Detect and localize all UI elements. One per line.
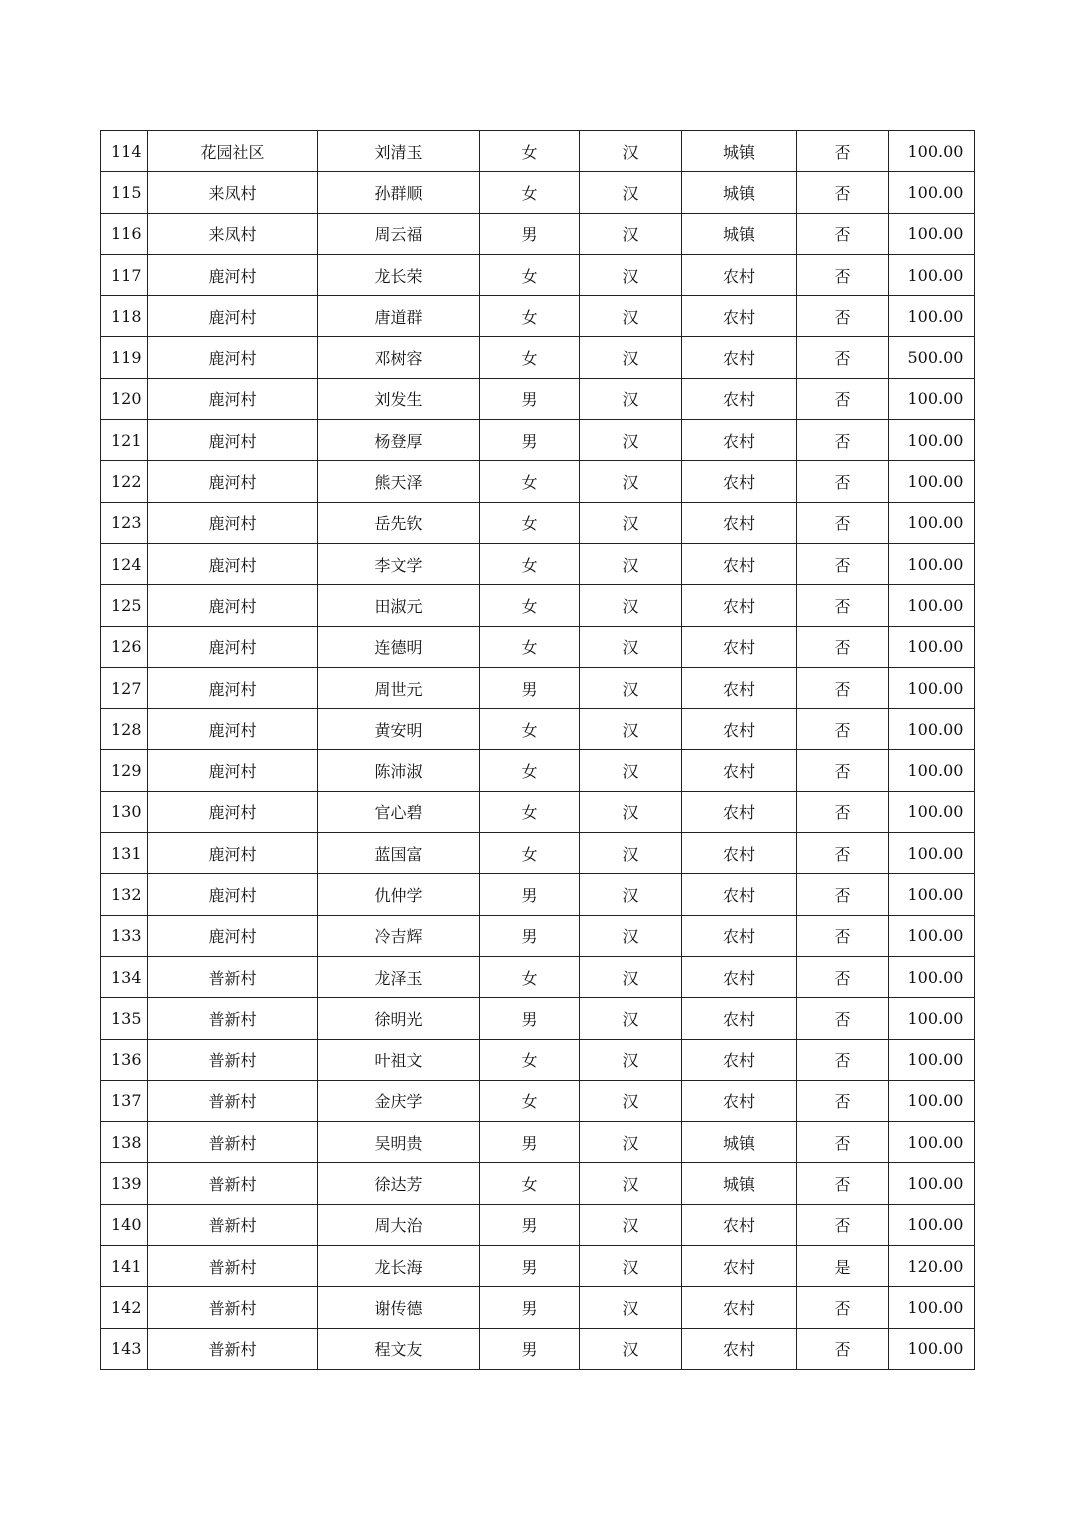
yes-no-cell: 否 (797, 1039, 889, 1080)
amount-cell: 100.00 (889, 254, 975, 295)
person-name-cell: 蓝国富 (318, 833, 480, 874)
person-name-cell: 龙泽玉 (318, 956, 480, 997)
amount-cell: 100.00 (889, 626, 975, 667)
table-row (101, 1122, 975, 1163)
row-number-cell: 120 (101, 378, 148, 419)
amount-cell: 100.00 (889, 956, 975, 997)
ethnicity-cell: 汉 (580, 585, 682, 626)
table-row (101, 254, 975, 295)
yes-no-cell: 否 (797, 585, 889, 626)
residence-type-cell: 农村 (682, 1039, 797, 1080)
table-row (101, 1328, 975, 1369)
residence-type-cell: 农村 (682, 543, 797, 584)
residence-type-cell: 农村 (682, 1080, 797, 1121)
ethnicity-cell: 汉 (580, 420, 682, 461)
person-name-cell: 龙长海 (318, 1246, 480, 1287)
person-name-cell: 刘清玉 (318, 131, 480, 172)
gender-cell: 女 (480, 1080, 580, 1121)
ethnicity-cell: 汉 (580, 915, 682, 956)
amount-cell: 100.00 (889, 1204, 975, 1245)
residence-type-cell: 城镇 (682, 172, 797, 213)
ethnicity-cell: 汉 (580, 461, 682, 502)
ethnicity-cell: 汉 (580, 502, 682, 543)
yes-no-cell: 否 (797, 1080, 889, 1121)
ethnicity-cell: 汉 (580, 378, 682, 419)
row-number-cell: 136 (101, 1039, 148, 1080)
table-row (101, 998, 975, 1039)
amount-cell: 100.00 (889, 1328, 975, 1369)
yes-no-cell: 否 (797, 543, 889, 584)
row-number-cell: 132 (101, 874, 148, 915)
village-cell: 普新村 (148, 1204, 318, 1245)
amount-cell: 100.00 (889, 296, 975, 337)
village-cell: 普新村 (148, 1080, 318, 1121)
village-cell: 鹿河村 (148, 874, 318, 915)
village-cell: 鹿河村 (148, 461, 318, 502)
ethnicity-cell: 汉 (580, 296, 682, 337)
amount-cell: 100.00 (889, 1080, 975, 1121)
gender-cell: 男 (480, 1204, 580, 1245)
record-table (100, 130, 975, 1370)
residence-type-cell: 农村 (682, 337, 797, 378)
residence-type-cell: 农村 (682, 585, 797, 626)
person-name-cell: 周世元 (318, 667, 480, 708)
row-number-cell: 127 (101, 667, 148, 708)
gender-cell: 男 (480, 378, 580, 419)
ethnicity-cell: 汉 (580, 1163, 682, 1204)
ethnicity-cell: 汉 (580, 791, 682, 832)
gender-cell: 女 (480, 1039, 580, 1080)
yes-no-cell: 否 (797, 833, 889, 874)
residence-type-cell: 城镇 (682, 213, 797, 254)
yes-no-cell: 否 (797, 915, 889, 956)
ethnicity-cell: 汉 (580, 131, 682, 172)
ethnicity-cell: 汉 (580, 626, 682, 667)
village-cell: 花园社区 (148, 131, 318, 172)
amount-cell: 100.00 (889, 833, 975, 874)
yes-no-cell: 否 (797, 461, 889, 502)
row-number-cell: 142 (101, 1287, 148, 1328)
residence-type-cell: 农村 (682, 667, 797, 708)
table-row (101, 1246, 975, 1287)
residence-type-cell: 农村 (682, 709, 797, 750)
residence-type-cell: 农村 (682, 296, 797, 337)
person-name-cell: 金庆学 (318, 1080, 480, 1121)
yes-no-cell: 否 (797, 172, 889, 213)
residence-type-cell: 农村 (682, 833, 797, 874)
amount-cell: 100.00 (889, 461, 975, 502)
amount-cell: 100.00 (889, 1039, 975, 1080)
table-row (101, 585, 975, 626)
amount-cell: 120.00 (889, 1246, 975, 1287)
record-table-body (101, 131, 975, 1370)
table-row (101, 626, 975, 667)
village-cell: 鹿河村 (148, 626, 318, 667)
village-cell: 鹿河村 (148, 833, 318, 874)
gender-cell: 女 (480, 791, 580, 832)
residence-type-cell: 农村 (682, 378, 797, 419)
person-name-cell: 谢传德 (318, 1287, 480, 1328)
amount-cell: 100.00 (889, 709, 975, 750)
village-cell: 普新村 (148, 1328, 318, 1369)
village-cell: 鹿河村 (148, 709, 318, 750)
person-name-cell: 李文学 (318, 543, 480, 584)
yes-no-cell: 否 (797, 1204, 889, 1245)
table-row (101, 131, 975, 172)
residence-type-cell: 农村 (682, 461, 797, 502)
amount-cell: 100.00 (889, 667, 975, 708)
person-name-cell: 程文友 (318, 1328, 480, 1369)
residence-type-cell: 农村 (682, 915, 797, 956)
table-row (101, 1039, 975, 1080)
table-row (101, 420, 975, 461)
row-number-cell: 137 (101, 1080, 148, 1121)
row-number-cell: 116 (101, 213, 148, 254)
yes-no-cell: 否 (797, 709, 889, 750)
row-number-cell: 126 (101, 626, 148, 667)
gender-cell: 女 (480, 626, 580, 667)
person-name-cell: 叶祖文 (318, 1039, 480, 1080)
person-name-cell: 岳先钦 (318, 502, 480, 543)
table-row (101, 1287, 975, 1328)
ethnicity-cell: 汉 (580, 337, 682, 378)
amount-cell: 100.00 (889, 131, 975, 172)
table-row (101, 502, 975, 543)
table-row (101, 915, 975, 956)
yes-no-cell: 否 (797, 1163, 889, 1204)
row-number-cell: 141 (101, 1246, 148, 1287)
residence-type-cell: 农村 (682, 502, 797, 543)
ethnicity-cell: 汉 (580, 1039, 682, 1080)
row-number-cell: 124 (101, 543, 148, 584)
village-cell: 普新村 (148, 956, 318, 997)
table-row (101, 543, 975, 584)
yes-no-cell: 否 (797, 131, 889, 172)
village-cell: 来凤村 (148, 172, 318, 213)
residence-type-cell: 农村 (682, 791, 797, 832)
ethnicity-cell: 汉 (580, 1122, 682, 1163)
yes-no-cell: 否 (797, 502, 889, 543)
row-number-cell: 121 (101, 420, 148, 461)
person-name-cell: 官心碧 (318, 791, 480, 832)
gender-cell: 女 (480, 296, 580, 337)
gender-cell: 女 (480, 709, 580, 750)
ethnicity-cell: 汉 (580, 1246, 682, 1287)
village-cell: 鹿河村 (148, 750, 318, 791)
amount-cell: 100.00 (889, 420, 975, 461)
gender-cell: 男 (480, 998, 580, 1039)
village-cell: 鹿河村 (148, 378, 318, 419)
row-number-cell: 122 (101, 461, 148, 502)
gender-cell: 女 (480, 131, 580, 172)
village-cell: 鹿河村 (148, 420, 318, 461)
village-cell: 普新村 (148, 1246, 318, 1287)
amount-cell: 100.00 (889, 378, 975, 419)
table-row (101, 1204, 975, 1245)
person-name-cell: 熊天泽 (318, 461, 480, 502)
gender-cell: 男 (480, 1328, 580, 1369)
person-name-cell: 冷吉辉 (318, 915, 480, 956)
person-name-cell: 黄安明 (318, 709, 480, 750)
gender-cell: 女 (480, 956, 580, 997)
row-number-cell: 118 (101, 296, 148, 337)
residence-type-cell: 农村 (682, 254, 797, 295)
village-cell: 普新村 (148, 1039, 318, 1080)
village-cell: 普新村 (148, 1287, 318, 1328)
village-cell: 普新村 (148, 998, 318, 1039)
gender-cell: 男 (480, 213, 580, 254)
residence-type-cell: 农村 (682, 874, 797, 915)
yes-no-cell: 否 (797, 337, 889, 378)
amount-cell: 100.00 (889, 502, 975, 543)
residence-type-cell: 农村 (682, 1328, 797, 1369)
row-number-cell: 117 (101, 254, 148, 295)
person-name-cell: 周大治 (318, 1204, 480, 1245)
table-row (101, 337, 975, 378)
row-number-cell: 140 (101, 1204, 148, 1245)
row-number-cell: 123 (101, 502, 148, 543)
ethnicity-cell: 汉 (580, 1080, 682, 1121)
table-row (101, 956, 975, 997)
village-cell: 鹿河村 (148, 337, 318, 378)
yes-no-cell: 否 (797, 378, 889, 419)
row-number-cell: 128 (101, 709, 148, 750)
table-row (101, 296, 975, 337)
amount-cell: 100.00 (889, 213, 975, 254)
gender-cell: 女 (480, 337, 580, 378)
residence-type-cell: 农村 (682, 626, 797, 667)
village-cell: 鹿河村 (148, 296, 318, 337)
table-row (101, 1080, 975, 1121)
person-name-cell: 连德明 (318, 626, 480, 667)
ethnicity-cell: 汉 (580, 1287, 682, 1328)
amount-cell: 100.00 (889, 543, 975, 584)
amount-cell: 100.00 (889, 750, 975, 791)
row-number-cell: 133 (101, 915, 148, 956)
ethnicity-cell: 汉 (580, 833, 682, 874)
gender-cell: 男 (480, 1246, 580, 1287)
residence-type-cell: 城镇 (682, 131, 797, 172)
gender-cell: 男 (480, 1287, 580, 1328)
yes-no-cell: 否 (797, 254, 889, 295)
gender-cell: 女 (480, 585, 580, 626)
gender-cell: 女 (480, 172, 580, 213)
ethnicity-cell: 汉 (580, 750, 682, 791)
gender-cell: 女 (480, 1163, 580, 1204)
amount-cell: 100.00 (889, 1287, 975, 1328)
ethnicity-cell: 汉 (580, 1204, 682, 1245)
village-cell: 鹿河村 (148, 543, 318, 584)
village-cell: 鹿河村 (148, 502, 318, 543)
gender-cell: 男 (480, 874, 580, 915)
gender-cell: 女 (480, 254, 580, 295)
ethnicity-cell: 汉 (580, 956, 682, 997)
person-name-cell: 徐明光 (318, 998, 480, 1039)
table-row (101, 378, 975, 419)
person-name-cell: 刘发生 (318, 378, 480, 419)
ethnicity-cell: 汉 (580, 667, 682, 708)
village-cell: 鹿河村 (148, 915, 318, 956)
residence-type-cell: 农村 (682, 1287, 797, 1328)
village-cell: 来凤村 (148, 213, 318, 254)
amount-cell: 500.00 (889, 337, 975, 378)
table-row (101, 172, 975, 213)
village-cell: 普新村 (148, 1122, 318, 1163)
row-number-cell: 119 (101, 337, 148, 378)
residence-type-cell: 农村 (682, 1246, 797, 1287)
village-cell: 鹿河村 (148, 667, 318, 708)
yes-no-cell: 否 (797, 998, 889, 1039)
residence-type-cell: 农村 (682, 1204, 797, 1245)
row-number-cell: 135 (101, 998, 148, 1039)
ethnicity-cell: 汉 (580, 709, 682, 750)
amount-cell: 100.00 (889, 874, 975, 915)
row-number-cell: 139 (101, 1163, 148, 1204)
gender-cell: 女 (480, 543, 580, 584)
amount-cell: 100.00 (889, 1122, 975, 1163)
row-number-cell: 125 (101, 585, 148, 626)
table-row (101, 667, 975, 708)
yes-no-cell: 否 (797, 1328, 889, 1369)
residence-type-cell: 城镇 (682, 1163, 797, 1204)
ethnicity-cell: 汉 (580, 1328, 682, 1369)
ethnicity-cell: 汉 (580, 172, 682, 213)
row-number-cell: 131 (101, 833, 148, 874)
row-number-cell: 129 (101, 750, 148, 791)
table-row (101, 750, 975, 791)
person-name-cell: 孙群顺 (318, 172, 480, 213)
table-row (101, 709, 975, 750)
gender-cell: 男 (480, 420, 580, 461)
person-name-cell: 龙长荣 (318, 254, 480, 295)
row-number-cell: 134 (101, 956, 148, 997)
gender-cell: 男 (480, 1122, 580, 1163)
table-row (101, 1163, 975, 1204)
yes-no-cell: 否 (797, 750, 889, 791)
residence-type-cell: 城镇 (682, 1122, 797, 1163)
row-number-cell: 114 (101, 131, 148, 172)
person-name-cell: 周云福 (318, 213, 480, 254)
amount-cell: 100.00 (889, 172, 975, 213)
ethnicity-cell: 汉 (580, 254, 682, 295)
village-cell: 鹿河村 (148, 791, 318, 832)
village-cell: 鹿河村 (148, 585, 318, 626)
residence-type-cell: 农村 (682, 998, 797, 1039)
yes-no-cell: 否 (797, 213, 889, 254)
person-name-cell: 田淑元 (318, 585, 480, 626)
ethnicity-cell: 汉 (580, 998, 682, 1039)
row-number-cell: 130 (101, 791, 148, 832)
amount-cell: 100.00 (889, 791, 975, 832)
residence-type-cell: 农村 (682, 750, 797, 791)
amount-cell: 100.00 (889, 1163, 975, 1204)
gender-cell: 女 (480, 502, 580, 543)
yes-no-cell: 否 (797, 1287, 889, 1328)
table-row (101, 461, 975, 502)
table-row (101, 791, 975, 832)
village-cell: 普新村 (148, 1163, 318, 1204)
yes-no-cell: 否 (797, 1122, 889, 1163)
gender-cell: 女 (480, 750, 580, 791)
ethnicity-cell: 汉 (580, 543, 682, 584)
row-number-cell: 138 (101, 1122, 148, 1163)
person-name-cell: 徐达芳 (318, 1163, 480, 1204)
gender-cell: 男 (480, 915, 580, 956)
residence-type-cell: 农村 (682, 956, 797, 997)
row-number-cell: 115 (101, 172, 148, 213)
village-cell: 鹿河村 (148, 254, 318, 295)
amount-cell: 100.00 (889, 915, 975, 956)
amount-cell: 100.00 (889, 585, 975, 626)
yes-no-cell: 否 (797, 296, 889, 337)
yes-no-cell: 否 (797, 956, 889, 997)
person-name-cell: 吴明贵 (318, 1122, 480, 1163)
person-name-cell: 陈沛淑 (318, 750, 480, 791)
residence-type-cell: 农村 (682, 420, 797, 461)
gender-cell: 男 (480, 667, 580, 708)
yes-no-cell: 否 (797, 626, 889, 667)
gender-cell: 女 (480, 461, 580, 502)
yes-no-cell: 是 (797, 1246, 889, 1287)
table-row (101, 833, 975, 874)
person-name-cell: 唐道群 (318, 296, 480, 337)
person-name-cell: 仇仲学 (318, 874, 480, 915)
person-name-cell: 邓树容 (318, 337, 480, 378)
ethnicity-cell: 汉 (580, 213, 682, 254)
yes-no-cell: 否 (797, 667, 889, 708)
row-number-cell: 143 (101, 1328, 148, 1369)
yes-no-cell: 否 (797, 420, 889, 461)
ethnicity-cell: 汉 (580, 874, 682, 915)
gender-cell: 女 (480, 833, 580, 874)
amount-cell: 100.00 (889, 998, 975, 1039)
yes-no-cell: 否 (797, 874, 889, 915)
person-name-cell: 杨登厚 (318, 420, 480, 461)
table-row (101, 213, 975, 254)
table-row (101, 874, 975, 915)
yes-no-cell: 否 (797, 791, 889, 832)
